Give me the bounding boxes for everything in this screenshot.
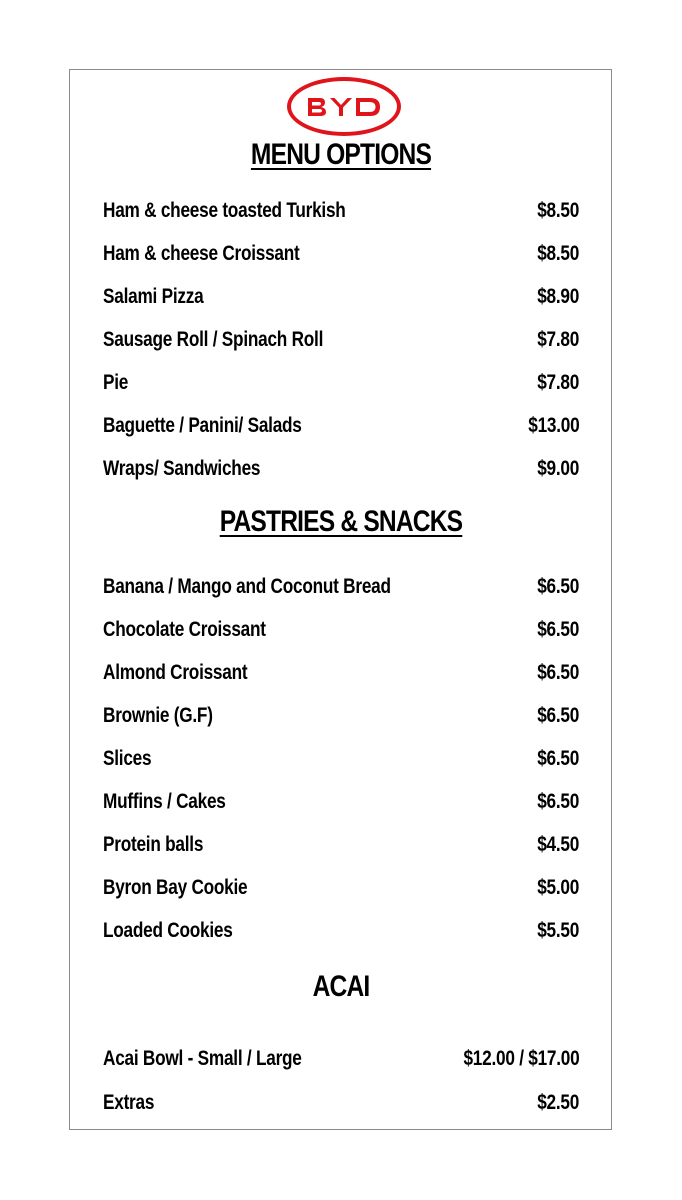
menu-item — [103, 916, 579, 946]
item-name: Extras — [103, 1091, 155, 1114]
section-title-acai: ACAI — [312, 970, 370, 1003]
item-price: $8.90 — [537, 285, 579, 308]
menu-item — [103, 1044, 579, 1074]
item-name: Almond Croissant — [103, 661, 248, 684]
menu-item — [103, 658, 579, 688]
item-price: $6.50 — [537, 747, 579, 770]
item-price: $5.50 — [537, 919, 579, 942]
item-name: Banana / Mango and Coconut Bread — [103, 575, 391, 598]
item-price: $6.50 — [537, 618, 579, 641]
item-price: $6.50 — [537, 704, 579, 727]
item-name: Baguette / Panini/ Salads — [103, 414, 302, 437]
menu-item — [103, 239, 579, 269]
item-price: $9.00 — [537, 457, 579, 480]
item-price: $5.00 — [537, 876, 579, 899]
menu-item — [103, 830, 579, 860]
menu-item — [103, 411, 579, 441]
menu-item — [103, 454, 579, 484]
item-price: $7.80 — [537, 328, 579, 351]
item-price: $8.50 — [537, 242, 579, 265]
section-title-pastries-snacks: PASTRIES & SNACKS — [219, 505, 463, 538]
menu-item — [103, 615, 579, 645]
item-price: $8.50 — [537, 199, 579, 222]
item-name: Sausage Roll / Spinach Roll — [103, 328, 324, 351]
item-name: Loaded Cookies — [103, 919, 233, 942]
item-name: Brownie (G.F) — [103, 704, 213, 727]
menu-item — [103, 282, 579, 312]
item-price: $6.50 — [537, 790, 579, 813]
item-name: Chocolate Croissant — [103, 618, 266, 641]
item-price: $6.50 — [537, 575, 579, 598]
item-name: Pie — [103, 371, 129, 394]
item-price: $4.50 — [537, 833, 579, 856]
item-name: Acai Bowl - Small / Large — [103, 1047, 302, 1070]
byd-logo — [287, 77, 401, 136]
menu-item — [103, 572, 579, 602]
item-name: Ham & cheese Croissant — [103, 242, 300, 265]
item-name: Wraps/ Sandwiches — [103, 457, 261, 480]
menu-item — [103, 1088, 579, 1118]
item-name: Ham & cheese toasted Turkish — [103, 199, 346, 222]
item-price: $13.00 — [527, 414, 579, 437]
menu-item — [103, 701, 579, 731]
item-price: $6.50 — [537, 661, 579, 684]
menu-item — [103, 744, 579, 774]
item-name: Slices — [103, 747, 152, 770]
item-price: $2.50 — [537, 1091, 579, 1114]
item-name: Byron Bay Cookie — [103, 876, 248, 899]
menu-item — [103, 368, 579, 398]
item-name: Muffins / Cakes — [103, 790, 226, 813]
item-price: $7.80 — [537, 371, 579, 394]
section-title-menu-options: MENU OPTIONS — [250, 138, 432, 171]
item-price: $12.00 / $17.00 — [462, 1047, 579, 1070]
menu-item — [103, 787, 579, 817]
menu-item — [103, 196, 579, 226]
menu-item — [103, 873, 579, 903]
menu-item — [103, 325, 579, 355]
byd-logo-mark — [304, 94, 384, 120]
item-name: Salami Pizza — [103, 285, 204, 308]
item-name: Protein balls — [103, 833, 204, 856]
